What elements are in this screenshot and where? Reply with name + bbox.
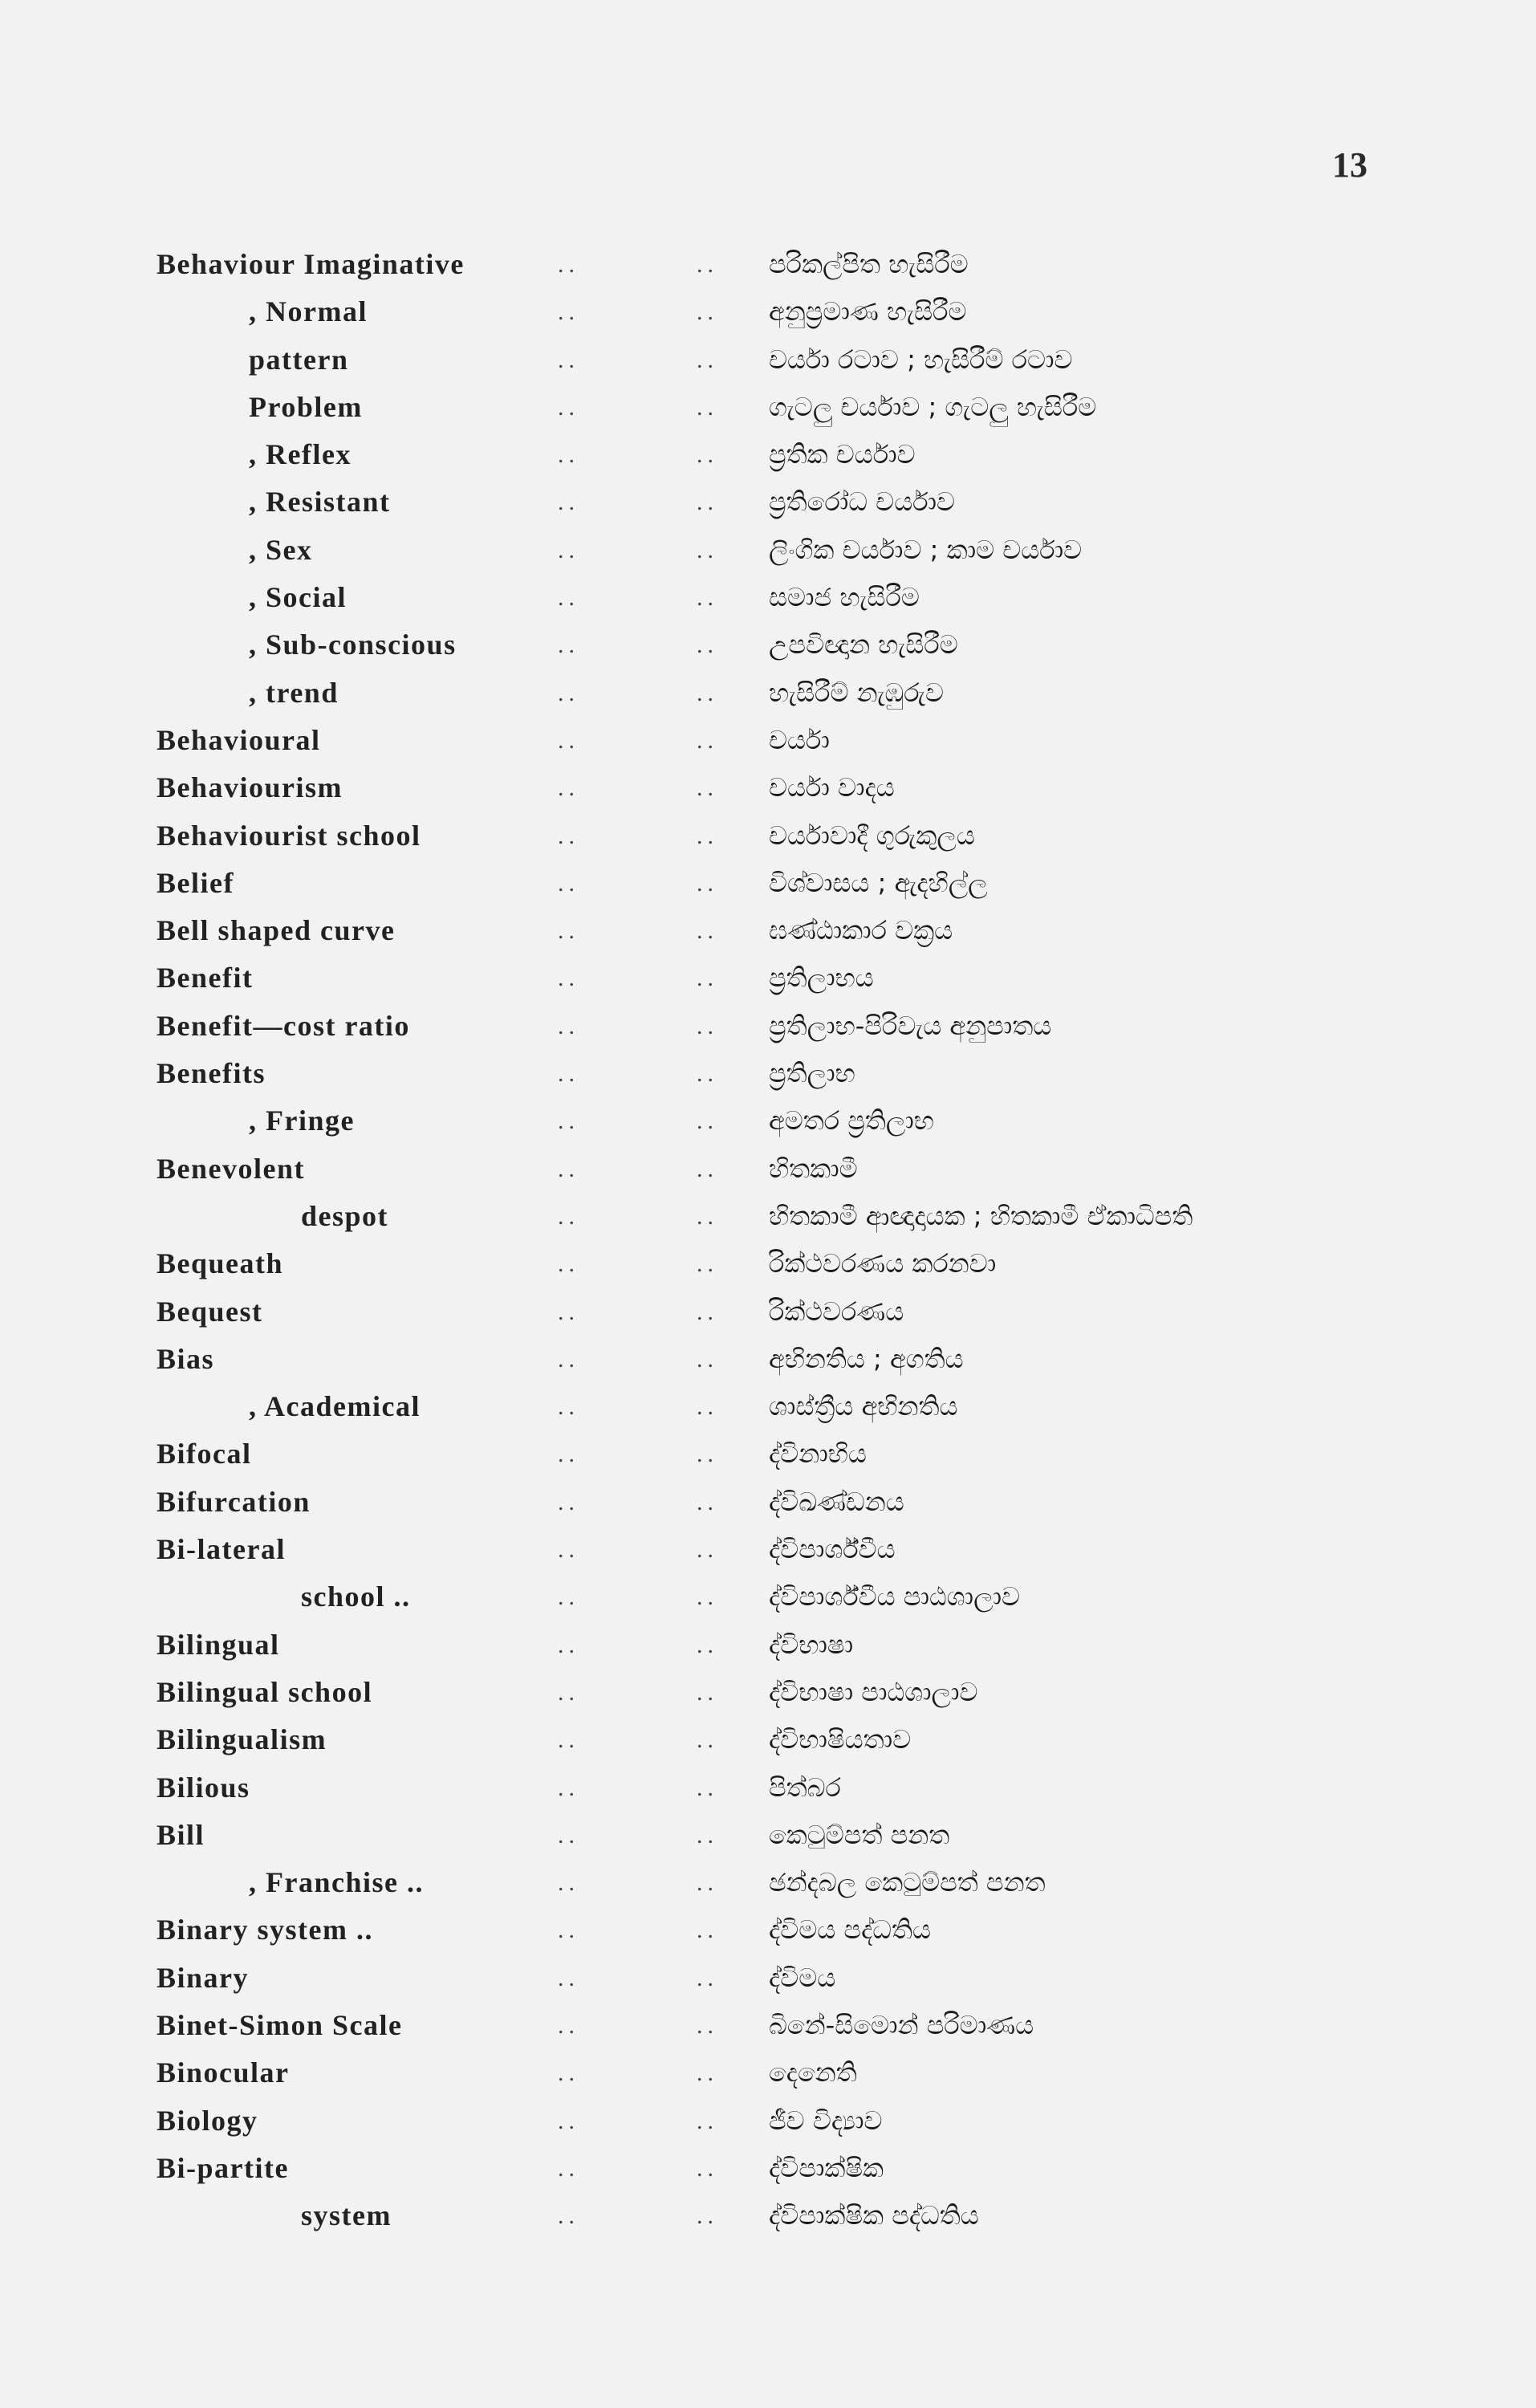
entry-term: Belief [156,866,234,899]
entry-translation: පරිකල්පිත හැසිරීම [769,249,969,279]
leader-dots: .. [697,1536,718,1564]
glossary-entry [0,1288,1536,1336]
glossary-entry [0,1383,1536,1430]
leader-dots: .. [558,1584,579,1611]
entry-term: Behavioural [156,723,321,756]
leader-dots: .. [558,1155,579,1182]
entry-term: Problem [249,390,363,423]
entry-translation: පිත්බර [769,1771,841,1803]
leader-dots: .. [697,1678,718,1706]
glossary-entry [0,954,1536,1002]
leader-dots: .. [558,1917,579,1944]
leader-dots: .. [697,965,718,992]
leader-dots: .. [697,1202,718,1230]
leader-dots: .. [697,2154,718,2182]
leader-dots: .. [697,679,718,706]
entry-translation: හිතකාමී ආඥාදායක ; හිතකාමී ඒකාධිපති [769,1200,1193,1231]
entry-translation: ද්විභාෂා [769,1629,854,1660]
leader-dots: .. [558,869,579,897]
leader-dots: .. [558,1012,579,1039]
entry-term: , Sub-conscious [249,628,457,661]
entry-translation: චර්යා රටාව ; හැසිරීම් රටාව [769,344,1073,375]
leader-dots: .. [697,346,718,373]
entry-term: Behaviourist school [156,819,421,852]
entry-term: Bilious [156,1771,250,1804]
glossary-entry [0,1812,1536,1859]
leader-dots: .. [558,1631,579,1658]
glossary-entry [0,1145,1536,1193]
glossary-entry [0,1193,1536,1240]
entry-translation: ද්විපාක්ෂික පද්ධතිය [769,2200,979,2231]
entry-term: , Resistant [249,486,391,519]
glossary-entry [0,860,1536,907]
entry-term: Behaviourism [156,771,343,804]
glossary-entry [0,241,1536,288]
entry-translation: උපවිඥාන හැසිරීම [769,629,958,661]
leader-dots: .. [558,251,579,278]
leader-dots: .. [697,393,718,421]
entry-term: , Normal [249,295,368,328]
entry-translation: සමාජ හැසිරීම [769,582,920,613]
leader-dots: .. [558,1202,579,1230]
leader-dots: .. [558,1774,579,1801]
leader-dots: .. [558,1488,579,1515]
entry-translation: ප්‍රතිලාභ [769,1058,855,1089]
glossary-entry [0,764,1536,811]
glossary-entry [0,1526,1536,1573]
entry-translation: ද්විපාර්ශ්වීය පාඨශාලාව [769,1581,1021,1613]
glossary-entry [0,574,1536,621]
leader-dots: .. [697,1345,718,1373]
entry-translation: ප්‍රතික චර්යාව [769,439,916,470]
leader-dots: .. [558,346,579,373]
entry-term: Bell shaped curve [156,914,396,947]
glossary-entry [0,717,1536,764]
glossary-entry [0,1764,1536,1812]
leader-dots: .. [558,726,579,754]
glossary-entry [0,812,1536,860]
leader-dots: .. [697,1060,718,1088]
entry-translation: චර්යාවාදී ගුරුකුලය [769,820,975,851]
glossary-entry [0,288,1536,336]
glossary-entry [0,1716,1536,1763]
entry-translation: ගැටලු චර්යාව ; ගැටලු හැසිරීම [769,391,1097,422]
entry-term: Bifocal [156,1438,252,1470]
entry-term: Benefits [156,1057,266,1090]
glossary-entry [0,621,1536,669]
leader-dots: .. [697,1393,718,1421]
leader-dots: .. [558,1536,579,1564]
leader-dots: .. [558,2154,579,2182]
leader-dots: .. [697,1964,718,1991]
entry-translation: කෙටුම්පත් පනත [769,1819,950,1850]
leader-dots: .. [558,393,579,421]
leader-dots: .. [697,2203,718,2230]
leader-dots: .. [558,1869,579,1897]
leader-dots: .. [697,1869,718,1897]
entry-term: , Reflex [249,438,351,471]
leader-dots: .. [558,1393,579,1421]
entry-translation: චර්යා [769,724,830,755]
leader-dots: .. [697,1488,718,1515]
entry-term: school .. [301,1580,411,1613]
leader-dots: .. [558,965,579,992]
leader-dots: .. [558,1821,579,1849]
leader-dots: .. [697,632,718,659]
leader-dots: .. [558,536,579,563]
leader-dots: .. [558,917,579,945]
leader-dots: .. [697,1012,718,1039]
entry-term: Benefit—cost ratio [156,1009,410,1042]
leader-dots: .. [558,679,579,706]
leader-dots: .. [697,251,718,278]
glossary-entry [0,2192,1536,2239]
entry-translation: හිතකාමී [769,1153,858,1184]
glossary-entry [0,907,1536,954]
entry-term: , trend [249,676,339,709]
entry-term: Behaviour Imaginative [156,248,465,280]
leader-dots: .. [558,1678,579,1706]
leader-dots: .. [697,917,718,945]
entry-translation: දෙනෙති [769,2057,857,2089]
leader-dots: .. [697,489,718,516]
entry-term: , Fringe [249,1104,355,1137]
leader-dots: .. [558,632,579,659]
glossary-entry [0,1954,1536,2002]
leader-dots: .. [697,1155,718,1182]
glossary-entry [0,1573,1536,1621]
glossary-entry [0,478,1536,526]
entry-term: , Social [249,581,347,614]
glossary-entry [0,669,1536,717]
leader-dots: .. [558,1298,579,1325]
leader-dots: .. [558,1345,579,1373]
entry-translation: අමතර ප්‍රතිලාභ [769,1105,934,1137]
glossary-entry [0,384,1536,431]
entry-translation: අනුප්‍රමාණ හැසිරීම [769,296,967,327]
entry-term: Biology [156,2104,258,2137]
entry-term: Binary [156,1961,250,1994]
leader-dots: .. [697,2107,718,2134]
leader-dots: .. [697,536,718,563]
entry-translation: ද්විභාෂා පාඨශාලාව [769,1676,978,1707]
glossary-entry [0,527,1536,574]
entry-translation: ප්‍රතිලාභය [769,962,874,994]
entry-translation: ද්විඛණ්ඩනය [769,1486,904,1517]
entry-translation: රික්ථවරණය කරනවා [769,1248,997,1279]
leader-dots: .. [558,1251,579,1278]
leader-dots: .. [558,1060,579,1088]
glossary-entry [0,1859,1536,1906]
glossary-entry [0,1479,1536,1526]
entry-term: despot [301,1199,389,1232]
leader-dots: .. [558,584,579,612]
leader-dots: .. [697,1727,718,1754]
leader-dots: .. [558,1964,579,1991]
entry-term: Bequest [156,1295,263,1328]
entry-term: Bi-partite [156,2151,289,2184]
entry-term: Bilingual school [156,1675,373,1708]
glossary-entry [0,1240,1536,1287]
leader-dots: .. [697,1251,718,1278]
entry-translation: ප්‍රතිලාභ-පිරිවැය අනුපාතය [769,1010,1052,1041]
leader-dots: .. [697,1441,718,1468]
leader-dots: .. [697,2060,718,2087]
entry-translation: ද්විමය [769,1962,836,1993]
glossary-entry [0,1097,1536,1145]
entry-term: , Academical [249,1390,421,1423]
entry-translation: ලිංගික චර්යාව ; කාම චර්යාව [769,534,1083,565]
leader-dots: .. [697,1774,718,1801]
leader-dots: .. [697,2011,718,2039]
leader-dots: .. [558,2203,579,2230]
glossary-entry [0,1430,1536,1478]
entry-term: Bifurcation [156,1485,311,1518]
leader-dots: .. [697,584,718,612]
leader-dots: .. [558,1108,579,1135]
glossary-entry [0,431,1536,478]
leader-dots: .. [697,1298,718,1325]
leader-dots: .. [697,1108,718,1135]
leader-dots: .. [697,1821,718,1849]
entry-translation: රික්ථවරණය [769,1296,904,1327]
glossary-entry [0,2002,1536,2049]
entry-translation: අභිනතිය ; අගතිය [769,1343,964,1374]
entry-term: Bi-lateral [156,1533,286,1566]
leader-dots: .. [697,775,718,802]
glossary-entry [0,336,1536,384]
entry-term: Binocular [156,2056,290,2089]
entry-translation: ද්විනාභිය [769,1438,867,1470]
glossary-entry [0,1669,1536,1716]
entry-translation: බිනේ-සිමොන් පරිමාණය [769,2009,1034,2040]
entry-translation: හැසිරීම් නැඹුරුව [769,677,945,708]
entry-term: , Sex [249,533,313,566]
entry-term: Benefit [156,962,254,995]
entry-translation: ඡන්දබල කෙටුම්පත් පනත [769,1867,1046,1898]
leader-dots: .. [558,2060,579,2087]
entry-translation: ද්විපාක්ෂික [769,2152,884,2183]
entry-term: Binary system .. [156,1914,373,1946]
leader-dots: .. [697,1917,718,1944]
entry-translation: ශාස්ත්‍රීය අභිනතිය [769,1391,958,1422]
leader-dots: .. [697,726,718,754]
leader-dots: .. [697,1584,718,1611]
entry-translation: ඝණ්ඨාකාර වක්‍රය [769,915,953,946]
entry-translation: ප්‍රතිරෝධ චර්යාව [769,486,956,518]
page-number: 13 [1332,145,1367,185]
leader-dots: .. [558,2011,579,2039]
glossary-entry [0,1050,1536,1097]
entry-term: Benevolent [156,1152,305,1185]
glossary-entry [0,1621,1536,1669]
glossary-entry [0,1906,1536,1954]
leader-dots: .. [697,869,718,897]
entry-term: , Franchise .. [249,1866,424,1899]
glossary-entry [0,2145,1536,2192]
glossary-entry [0,2097,1536,2145]
entry-translation: විශ්වාසය ; ඇදහිල්ල [769,867,988,898]
entry-term: system [301,2199,392,2232]
entry-term: Bias [156,1342,215,1375]
leader-dots: .. [558,775,579,802]
leader-dots: .. [558,299,579,326]
entry-term: Bequeath [156,1247,284,1280]
leader-dots: .. [558,1441,579,1468]
leader-dots: .. [558,1727,579,1754]
entry-term: Bilingualism [156,1723,327,1756]
glossary-entry [0,1003,1536,1050]
entry-translation: ජීව විද්‍යාව [769,2105,883,2136]
leader-dots: .. [697,441,718,469]
leader-dots: .. [558,441,579,469]
entry-translation: ද්විපාර්ශ්වීය [769,1534,896,1565]
glossary-entry [0,2049,1536,2097]
leader-dots: .. [697,1631,718,1658]
leader-dots: .. [697,299,718,326]
leader-dots: .. [558,489,579,516]
entry-term: pattern [249,343,349,376]
entry-term: Bilingual [156,1628,280,1661]
entry-term: Bill [156,1818,205,1851]
entry-translation: චර්යා වාදය [769,772,895,803]
leader-dots: .. [558,2107,579,2134]
leader-dots: .. [697,822,718,849]
glossary-entry [0,1336,1536,1383]
entry-term: Binet-Simon Scale [156,2008,403,2041]
entry-translation: ද්විභාෂියතාව [769,1724,912,1755]
entry-translation: ද්විමය පද්ධතිය [769,1914,931,1946]
glossary-entry-list [0,241,1536,2239]
leader-dots: .. [558,822,579,849]
